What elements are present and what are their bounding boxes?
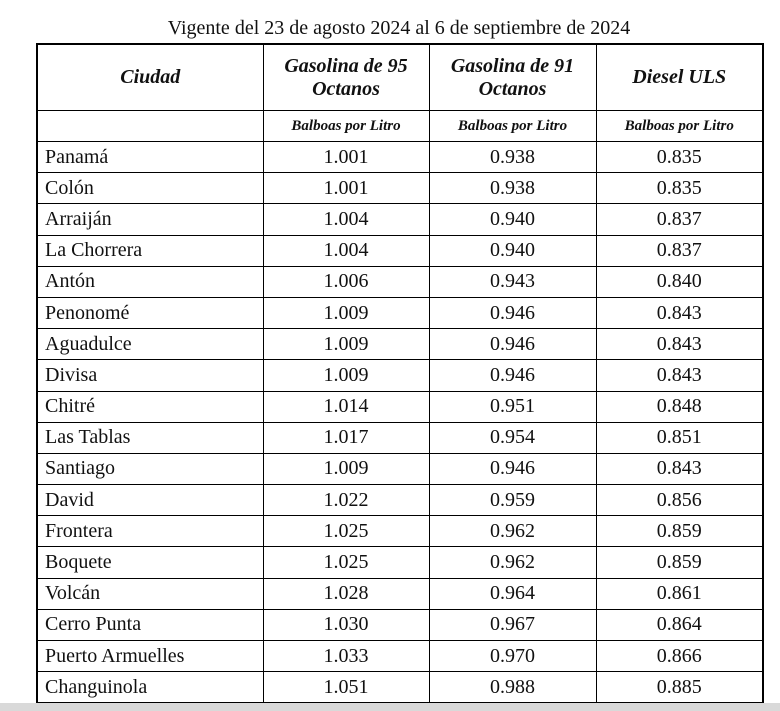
gasoline-91-price: 0.988 xyxy=(429,672,596,704)
diesel-uls-price: 0.837 xyxy=(596,235,763,266)
city-cell: Chitré xyxy=(37,391,263,422)
table-row xyxy=(37,672,763,704)
diesel-uls-price: 0.843 xyxy=(596,360,763,391)
city-cell: Volcán xyxy=(37,578,263,609)
table-row xyxy=(37,516,763,547)
header-gasoline-91: Gasolina de 91 Octanos xyxy=(429,44,596,111)
fuel-price-table xyxy=(36,43,764,704)
diesel-uls-price: 0.864 xyxy=(596,609,763,640)
gasoline-95-price: 1.025 xyxy=(263,547,429,578)
gasoline-91-price: 0.962 xyxy=(429,547,596,578)
city-cell: Frontera xyxy=(37,516,263,547)
diesel-uls-price: 0.835 xyxy=(596,173,763,204)
gasoline-95-price: 1.030 xyxy=(263,609,429,640)
diesel-uls-price: 0.856 xyxy=(596,485,763,516)
city-cell: Aguadulce xyxy=(37,329,263,360)
table-row xyxy=(37,422,763,453)
table-row xyxy=(37,453,763,484)
gasoline-91-price: 0.946 xyxy=(429,360,596,391)
diesel-uls-price: 0.859 xyxy=(596,516,763,547)
header-gasoline-95: Gasolina de 95 Octanos xyxy=(263,44,429,111)
gasoline-91-price: 0.967 xyxy=(429,609,596,640)
unit-diesel-uls: Balboas por Litro xyxy=(596,111,763,142)
gasoline-91-price: 0.940 xyxy=(429,204,596,235)
diesel-uls-price: 0.843 xyxy=(596,297,763,328)
gasoline-95-price: 1.025 xyxy=(263,516,429,547)
table-row xyxy=(37,547,763,578)
diesel-uls-price: 0.885 xyxy=(596,672,763,704)
gasoline-95-price: 1.001 xyxy=(263,173,429,204)
gasoline-91-price: 0.946 xyxy=(429,453,596,484)
table-body xyxy=(37,142,763,704)
gasoline-91-price: 0.938 xyxy=(429,142,596,173)
table-row xyxy=(37,266,763,297)
gasoline-95-price: 1.001 xyxy=(263,142,429,173)
diesel-uls-price: 0.843 xyxy=(596,329,763,360)
table-row xyxy=(37,235,763,266)
city-cell: Cerro Punta xyxy=(37,609,263,640)
gasoline-91-price: 0.970 xyxy=(429,641,596,672)
gasoline-95-price: 1.004 xyxy=(263,235,429,266)
table-row xyxy=(37,578,763,609)
city-cell: Puerto Armuelles xyxy=(37,641,263,672)
gasoline-95-price: 1.006 xyxy=(263,266,429,297)
gasoline-95-price: 1.009 xyxy=(263,329,429,360)
diesel-uls-price: 0.843 xyxy=(596,453,763,484)
table-row xyxy=(37,329,763,360)
gasoline-91-price: 0.946 xyxy=(429,297,596,328)
city-cell: Arraiján xyxy=(37,204,263,235)
gasoline-91-price: 0.959 xyxy=(429,485,596,516)
header-diesel-uls: Diesel ULS xyxy=(596,44,763,111)
table-row xyxy=(37,485,763,516)
gasoline-95-price: 1.004 xyxy=(263,204,429,235)
diesel-uls-price: 0.861 xyxy=(596,578,763,609)
gasoline-95-price: 1.009 xyxy=(263,297,429,328)
gasoline-95-price: 1.022 xyxy=(263,485,429,516)
city-cell: Penonomé xyxy=(37,297,263,328)
diesel-uls-price: 0.866 xyxy=(596,641,763,672)
gasoline-95-price: 1.051 xyxy=(263,672,429,704)
gasoline-91-price: 0.962 xyxy=(429,516,596,547)
gasoline-91-price: 0.943 xyxy=(429,266,596,297)
table-row xyxy=(37,360,763,391)
validity-subtitle: Vigente del 23 de agosto 2024 al 6 de septiembre de 2024 xyxy=(167,17,631,39)
table-row xyxy=(37,204,763,235)
diesel-uls-price: 0.837 xyxy=(596,204,763,235)
unit-city xyxy=(37,111,263,142)
table-row xyxy=(37,142,763,173)
diesel-uls-price: 0.848 xyxy=(596,391,763,422)
table-row xyxy=(37,641,763,672)
gasoline-95-price: 1.009 xyxy=(263,453,429,484)
unit-gasoline-95: Balboas por Litro xyxy=(263,111,429,142)
city-cell: Colón xyxy=(37,173,263,204)
city-cell: Changuinola xyxy=(37,672,263,704)
gasoline-95-price: 1.014 xyxy=(263,391,429,422)
table-units-row xyxy=(37,111,763,142)
city-cell: Panamá xyxy=(37,142,263,173)
city-cell: Santiago xyxy=(37,453,263,484)
gasoline-95-price: 1.017 xyxy=(263,422,429,453)
gasoline-91-price: 0.938 xyxy=(429,173,596,204)
table-row xyxy=(37,609,763,640)
diesel-uls-price: 0.835 xyxy=(596,142,763,173)
gasoline-91-price: 0.940 xyxy=(429,235,596,266)
table-row xyxy=(37,391,763,422)
gasoline-91-price: 0.954 xyxy=(429,422,596,453)
city-cell: Las Tablas xyxy=(37,422,263,453)
header-city: Ciudad xyxy=(37,44,263,111)
unit-gasoline-91: Balboas por Litro xyxy=(429,111,596,142)
city-cell: Boquete xyxy=(37,547,263,578)
diesel-uls-price: 0.859 xyxy=(596,547,763,578)
table-row xyxy=(37,173,763,204)
city-cell: La Chorrera xyxy=(37,235,263,266)
city-cell: Divisa xyxy=(37,360,263,391)
gasoline-95-price: 1.033 xyxy=(263,641,429,672)
diesel-uls-price: 0.851 xyxy=(596,422,763,453)
gasoline-91-price: 0.951 xyxy=(429,391,596,422)
table-header-row xyxy=(37,44,763,111)
table-row xyxy=(37,297,763,328)
gasoline-95-price: 1.009 xyxy=(263,360,429,391)
gasoline-91-price: 0.946 xyxy=(429,329,596,360)
gasoline-95-price: 1.028 xyxy=(263,578,429,609)
city-cell: David xyxy=(37,485,263,516)
diesel-uls-price: 0.840 xyxy=(596,266,763,297)
gasoline-91-price: 0.964 xyxy=(429,578,596,609)
bottom-scroll-edge xyxy=(0,703,780,711)
city-cell: Antón xyxy=(37,266,263,297)
